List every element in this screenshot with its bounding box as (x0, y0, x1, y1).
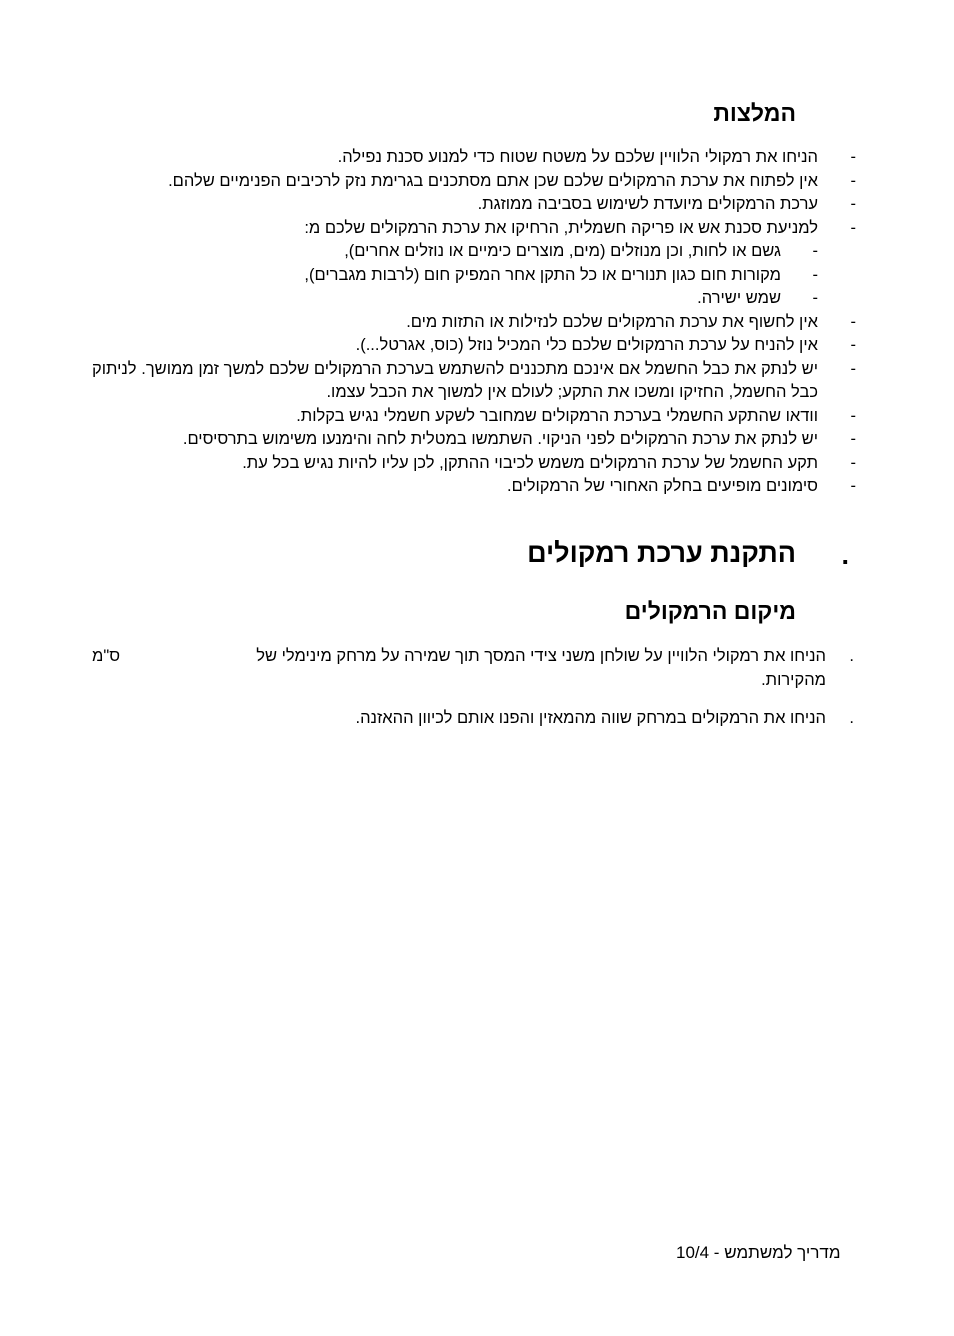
sub-list-item (92, 287, 856, 311)
bullet-dot: . (849, 647, 854, 665)
bullet-dash: - (850, 148, 856, 166)
bullet-dash: - (850, 218, 856, 237)
list-item (92, 146, 856, 170)
list-item (92, 644, 854, 692)
list-item (92, 475, 856, 499)
bullet-dash: - (812, 265, 818, 284)
list-item-text: אין לפתוח את ערכת הרמקולים שלכם שכן אתם מסתכנים בגרימת נזק לרכיבים הפנימיים שלהם. (168, 171, 818, 190)
list-item-text: אין לחשוף את ערכת הרמקולים שלכם לנזילות או התזות מים. (406, 312, 818, 331)
list-item (92, 706, 854, 730)
list-item-text: וודאו שהתקע החשמלי בערכת הרמקולים שמחובר לשקע חשמלי נגיש בקלות. (296, 406, 818, 425)
section-number: . (841, 540, 849, 570)
list-item (92, 170, 856, 194)
list-item (92, 358, 856, 405)
list-item-text: שמש ישירה. (697, 289, 781, 307)
placement-list (92, 644, 854, 744)
bullet-dash: - (850, 312, 856, 331)
bullet-dot: . (849, 709, 854, 727)
list-item (92, 428, 856, 452)
list-item-text: אין להניח על ערכת הרמקולים שלכם כלי המכיל נוזל (כוס, אגרטל...). (355, 336, 818, 354)
list-item (92, 311, 856, 335)
unit-label: ס"מ (92, 647, 121, 665)
bullet-dash: - (850, 171, 856, 190)
list-item-text: למניעת סכנת אש או פריקה חשמלית, הרחיקו את ערכת הרמקולים שלכם מ: (304, 218, 818, 237)
list-item (92, 217, 856, 241)
sub-list-item (92, 240, 856, 264)
bullet-dash: - (850, 195, 856, 213)
bullet-dash: - (812, 242, 818, 260)
bullet-dash: - (812, 289, 818, 307)
list-item-text: מקורות חום כגון תנורים או כל התקן אחר המפיק חום (לרבות מגברים), (304, 265, 781, 284)
list-item-continuation: מהקירות. (761, 671, 826, 689)
bullet-dash: - (850, 336, 856, 354)
placement-heading: מיקום הרמקולים (624, 598, 796, 624)
bullet-dash: - (850, 477, 856, 495)
list-item (92, 405, 856, 429)
list-item-text: הניחו את רמקולי הלוויין שלכם על משטח שטוח כדי למנוע סכנת נפילה. (337, 148, 818, 166)
page-footer: 10/4 - מדריך למשתמש (676, 1243, 841, 1262)
list-item (92, 193, 856, 217)
list-item-text: יש לנתק את ערכת הרמקולים לפני הניקוי. השתמשו במטלית לחה והימנעו משימוש בתרסיסים. (182, 430, 818, 448)
recommendations-heading: המלצות (713, 100, 796, 126)
list-item-text: סימונים מופיעים בחלק האחורי של הרמקולים. (507, 477, 818, 495)
list-item-text: הניחו את הרמקולים במרחק שווה מהמאזין והפנו אותם לכיוון ההאזנה. (355, 709, 826, 727)
recommendations-list (92, 146, 856, 499)
list-item (92, 452, 856, 476)
setup-heading: התקנת ערכת רמקולים (527, 538, 796, 568)
sub-list-item (92, 264, 856, 288)
bullet-dash: - (850, 359, 856, 378)
list-item-text: הניחו את רמקולי הלוויין על שולחן משני צידי המסך תוך שמירה על מרחק מינימלי של (256, 647, 826, 665)
bullet-dash: - (850, 430, 856, 448)
list-item-text: גשם או לחות, וכן מנוזלים (מים, מוצרים כימיים או נוזלים אחרים), (344, 242, 781, 260)
bullet-dash: - (850, 453, 856, 472)
bullet-dash: - (850, 406, 856, 425)
list-item (92, 334, 856, 358)
list-item-text: יש לנתק את כבל החשמל אם אינכם מתכננים להשתמש בערכת הרמקולים שלכם למשך זמן ממושך. לניתוק כבל החשמל, החזיקו ומשכו את התקע; לעולם אין למשוך את הכבל עצמו. (92, 359, 818, 401)
list-item-text: תקע החשמל של ערכת הרמקולים משמש לכיבוי ההתקן, לכן עליו להיות נגיש בכל עת. (242, 453, 818, 472)
list-item-text: ערכת הרמקולים מיועדת לשימוש בסביבה ממוזגת. (477, 195, 818, 213)
